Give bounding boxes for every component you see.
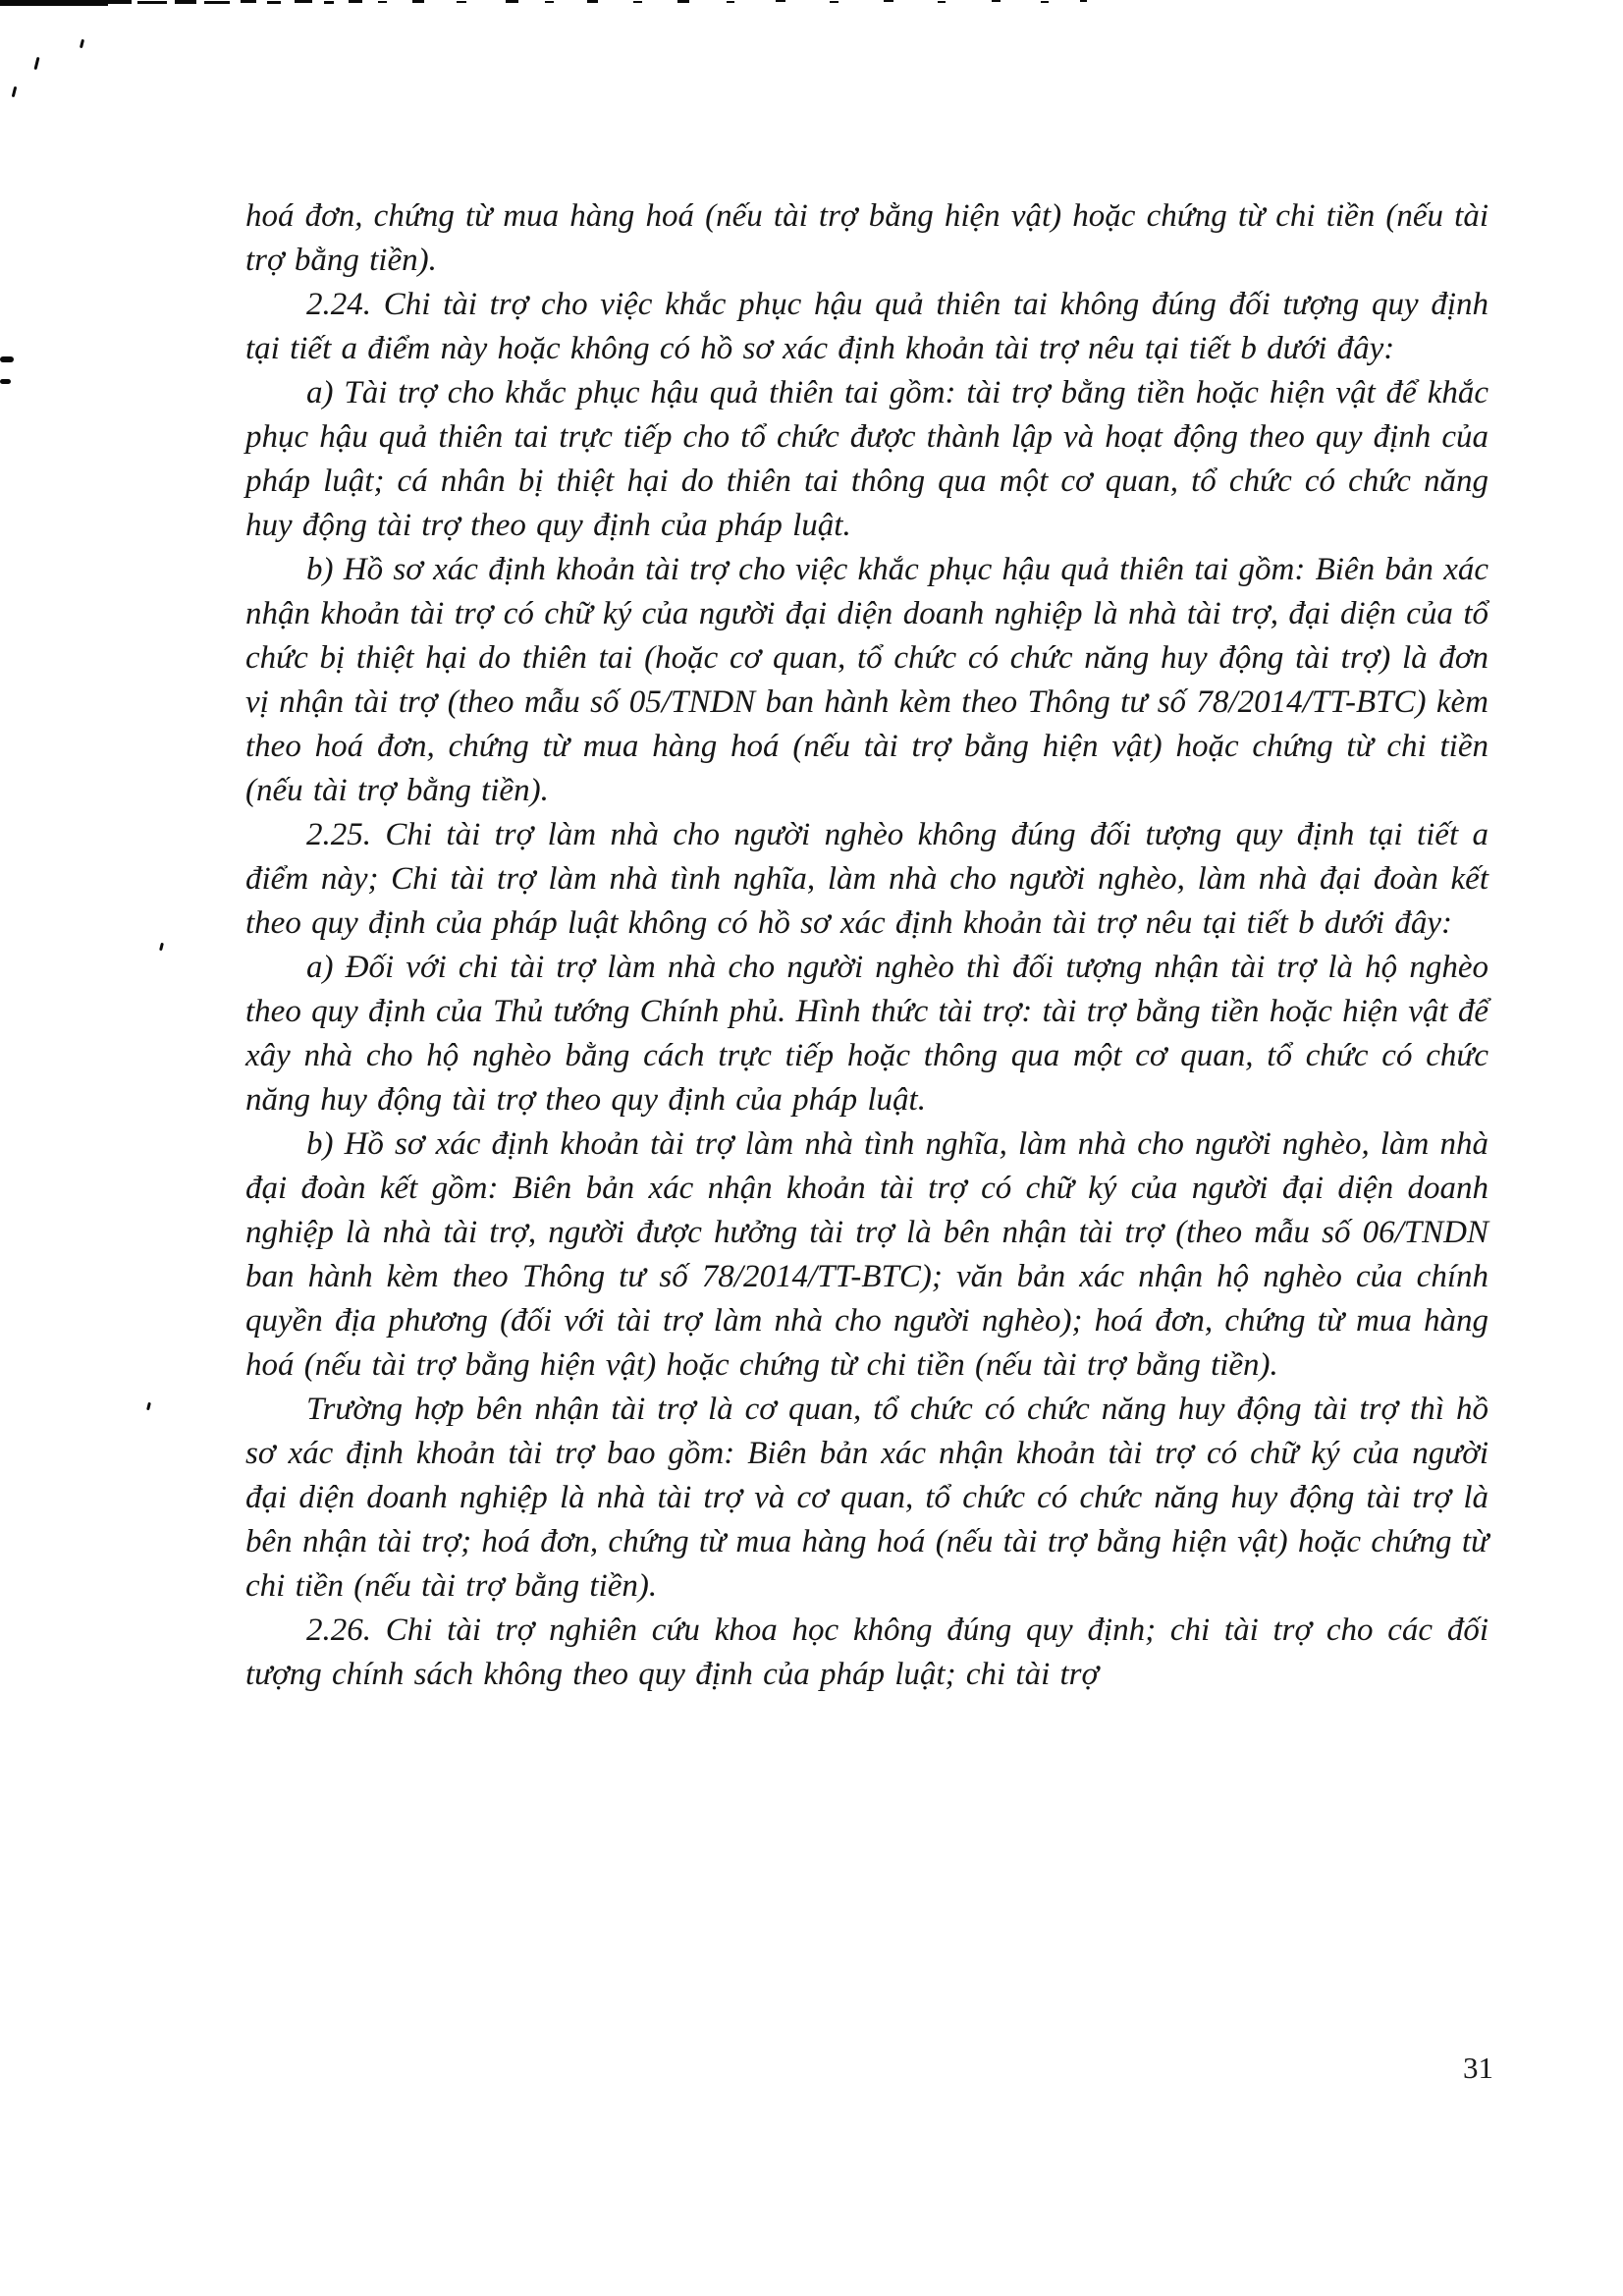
paragraph-2-25-a: a) Đối với chi tài trợ làm nhà cho người nghèo thì đối tượng nhận tài trợ là hộ nghèo theo quy định của Thủ tướng Chính phủ. Hình thức tài trợ: tài trợ bằng tiền hoặc hiện vật để xây nhà cho hộ nghèo bằng cách trực tiếp hoặc thông qua một cơ quan, tổ chức có chức năng huy động tài trợ theo quy định của pháp luật. [245,950,1488,1118]
artifact-mark [727,1,734,3]
artifact-mark [12,86,18,97]
artifact-mark [0,356,14,362]
paragraph-2-24-a: a) Tài trợ cho khắc phục hậu quả thiên tai gồm: tài trợ bằng tiền hoặc hiện vật để khắc phục hậu quả thiên tai trực tiếp cho tổ chức được thành lập và hoạt động theo quy định của pháp luật; cá nhân bị thiệt hại do thiên tai thông qua một cơ quan, tổ chức có chức năng huy động tài trợ theo quy định của pháp luật. [245,375,1488,543]
artifact-mark [457,1,466,3]
artifact-mark [412,0,424,3]
artifact-mark [204,1,230,4]
paragraph-continuation: hoá đơn, chứng từ mua hàng hoá (nếu tài trợ bằng hiện vật) hoặc chứng từ chi tiền (nếu tài trợ bằng tiền). [245,198,1488,278]
artifact-mark [295,0,312,3]
artifact-mark [0,379,11,384]
artifact-mark [267,1,281,4]
paragraph-2-25-b: b) Hồ sơ xác định khoản tài trợ làm nhà tình nghĩa, làm nhà cho người nghèo, làm nhà đại đoàn kết gồm: Biên bản xác nhận khoản tài trợ có chữ ký của người đại diện doanh nghiệp là nhà tài trợ, người được hưởng tài trợ là bên nhận tài trợ (theo mẫu số 06/TNDN ban hành kèm theo Thông tư số 78/2014/TT-BTC); văn bản xác nhận hộ nghèo của chính quyền địa phương (đối với tài trợ làm nhà cho người nghèo); hoá đơn, chứng từ mua hàng hoá (nếu tài trợ bằng hiện vật) hoặc chứng từ chi tiền (nếu tài trợ bằng tiền). [245,1126,1488,1383]
artifact-mark [633,1,642,3]
body-text [245,194,1488,1697]
artifact-mark [378,1,387,3]
artifact-mark [545,1,554,3]
artifact-mark [938,1,946,3]
paragraph-2-24: 2.24. Chi tài trợ cho việc khắc phục hậu quả thiên tai không đúng đối tượng quy định tại tiết a điểm này hoặc không có hồ sơ xác định khoản tài trợ nêu tại tiết b dưới đây: [245,287,1488,366]
artifact-mark [677,0,689,3]
paragraph-2-25: 2.25. Chi tài trợ làm nhà cho người nghèo không đúng đối tượng quy định tại tiết a điểm này; Chi tài trợ làm nhà tình nghĩa, làm nhà cho người nghèo, làm nhà đại đoàn kết theo quy định của pháp luật không có hồ sơ xác định khoản tài trợ nêu tại tiết b dưới đây: [245,817,1488,941]
artifact-mark [992,0,1001,2]
artifact-mark [587,0,598,3]
artifact-mark [776,0,785,2]
artifact-mark [1080,0,1087,2]
artifact-mark [137,1,167,4]
paragraph-truong-hop: Trường hợp bên nhận tài trợ là cơ quan, tổ chức có chức năng huy động tài trợ thì hồ sơ xác định khoản tài trợ bao gồm: Biên bản xác nhận khoản tài trợ có chữ ký của người đại diện doanh nghiệp là nhà tài trợ và cơ quan, tổ chức có chức năng huy động tài trợ là bên nhận tài trợ; hoá đơn, chứng từ mua hàng hoá (nếu tài trợ bằng hiện vật) hoặc chứng từ chi tiền (nếu tài trợ bằng tiền). [245,1392,1488,1604]
artifact-mark [241,0,256,3]
artifact-mark [349,0,362,3]
artifact-mark [175,0,196,4]
artifact-mark [830,1,839,3]
artifact-mark [1041,1,1049,3]
artifact-mark [108,0,132,4]
artifact-mark [80,39,84,48]
paragraph-2-24-b: b) Hồ sơ xác định khoản tài trợ cho việc khắc phục hậu quả thiên tai gồm: Biên bản xác nhận khoản tài trợ có chữ ký của người đại diện doanh nghiệp là nhà tài trợ, đại diện của tổ chức bị thiệt hại do thiên tai (hoặc cơ quan, tổ chức có chức năng huy động tài trợ) là đơn vị nhận tài trợ (theo mẫu số 05/TNDN ban hành kèm theo Thông tư số 78/2014/TT-BTC) kèm theo hoá đơn, chứng từ mua hàng hoá (nếu tài trợ bằng hiện vật) hoặc chứng từ chi tiền (nếu tài trợ bằng tiền). [245,552,1488,808]
artifact-mark [506,0,518,3]
artifact-mark [324,1,334,4]
page-number: 31 [1463,2050,1493,2085]
paragraph-2-26: 2.26. Chi tài trợ nghiên cứu khoa học không đúng quy định; chi tài trợ cho các đối tượng chính sách không theo quy định của pháp luật; chi tài trợ [245,1613,1488,1692]
artifact-mark [33,57,39,70]
artifact-mark [0,0,108,6]
artifact-mark [159,943,164,951]
artifact-mark [884,0,893,2]
artifact-mark [146,1402,151,1410]
